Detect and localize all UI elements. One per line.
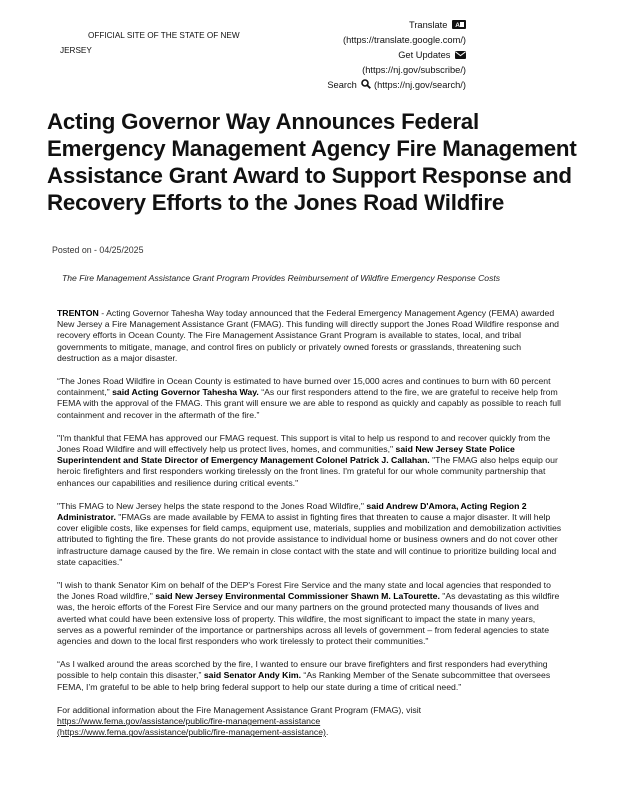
get-updates-label: Get Updates: [398, 50, 451, 60]
official-site-label: [60, 28, 250, 58]
paragraph-4: "This FMAG to New Jersey helps the state respond to the Jones Road Wildfire," said Andrew D'Amora, Acting Region 2 Administrator. "FMAGs are made available by FEMA to assist in fighting fires that threaten to cause a major disaster. It will help cover eligible costs, like expenses for field camps, equipment use, materials, supplies and mobilization and demobilization activities attributed to fighting the fire. These grants do not provide assistance to individual home or business owners and do not cover other infrastructure damage caused by the fire. We remain in close contact with the state and will continue to prioritize building local and state capacities.": [57, 500, 562, 567]
utility-nav: [327, 18, 466, 93]
paragraph-7: For additional information about the Fire Management Assistance Grant Program (FMAG), visit https://www.fema.gov/assistance/public/fire-management-assistance (https://www.fema.gov/assistance/public/fire-management-assistance).: [57, 704, 422, 738]
search-url[interactable]: (https://nj.gov/search/): [374, 80, 466, 90]
translate-link[interactable]: [327, 18, 466, 33]
dateline: TRENTON: [57, 308, 99, 318]
translate-icon: [452, 20, 466, 29]
translate-label: Translate: [408, 20, 448, 30]
search-link[interactable]: [327, 78, 466, 93]
paragraph-5: "I wish to thank Senator Kim on behalf of the DEP's Forest Fire Service and the many state and local agencies that responded to the Jones Road wildfire," said New Jersey Environmental Commissioner Shawn M. LaTourette. "As devastating as this wildfire was, the heroic efforts of the Forest Fire Service and our many partners on the ground protected many thousands of lives and averted what could have been extensive loss of property. This wildfire, the most significant to impact the state in many years, serves as a powerful reminder of the importance or partnerships across all levels of government – from federal agencies to state agencies and down to the local first responders who work tirelessly to protect their communities.": [57, 580, 560, 647]
official-site-line-2: JERSEY: [60, 46, 92, 55]
fema-link[interactable]: https://www.fema.gov/assistance/public/fire-management-assistance: [57, 716, 321, 727]
get-updates-link[interactable]: [327, 48, 466, 63]
article-subtitle: The Fire Management Assistance Grant Program Provides Reimbursement of Wildfire Emergency Response Costs: [62, 273, 501, 283]
page-title: Acting Governor Way Announces Federal Emergency Management Agency Fire Management Assistance Grant Award to Support Response and Recovery Efforts to the Jones Road Wildfire: [47, 109, 577, 215]
translate-url[interactable]: (https://translate.google.com/): [343, 35, 466, 45]
get-updates-url[interactable]: (https://nj.gov/subscribe/): [362, 65, 466, 75]
posted-date: Posted on - 04/25/2025: [52, 245, 144, 255]
search-label: Search: [327, 80, 357, 90]
official-site-line-1: OFFICIAL SITE OF THE STATE OF NEW: [88, 31, 240, 40]
paragraph-3: "I'm thankful that FEMA has approved our FMAG request. This support is vital to help us respond to and recover quickly from the Jones Road Wildfire and will effectively help us protect lives, homes, and communities," said New Jersey State Police Superintendent and State Director of Emergency Management Colonel Patrick J. Callahan. "The FMAG also helps equip our heroic firefighters and first responders working tirelessly on the front lines. I'm grateful for our whole community partnership that enhances our capabilities and resilience during critical events.": [57, 432, 558, 488]
envelope-icon: [455, 51, 466, 59]
paragraph-2: “The Jones Road Wildfire in Ocean County is estimated to have burned over 15,000 acres and continues to burn with 60 percent containment,” said Acting Governor Tahesha Way. “As our first responders attend to the fire, we are grateful to receive help from FEMA with the approval of the FMAG. This grant will ensure we are able to respond as quickly and capably as possible to reach full containment and recover in the aftermath of the fire.”: [57, 376, 561, 420]
paragraph-1: TRENTON - Acting Governor Tahesha Way today announced that the Federal Emergency Management Agency (FEMA) awarded New Jersey a Fire Management Assistance Grant (FMAG). This funding will directly support the Jones Road Wildfire response and recovery efforts in Ocean County. The Fire Management Assistance Grant Program is available to states, local, and tribal governments to mitigate, manage, and control fires on publicly or privately owned forests or grasslands, threatening such destruction as a major disaster.: [57, 308, 559, 363]
article-body: [57, 308, 562, 751]
fema-link-url[interactable]: (https://www.fema.gov/assistance/public/fire-management-assistance): [57, 727, 326, 738]
search-icon: [361, 79, 371, 89]
paragraph-6: “As I walked around the areas scorched by the fire, I wanted to ensure our brave firefighters and first responders had everything possible to help contain this disaster,” said Senator Andy Kim. “As Ranking Member of the Senate subcommittee that oversees FEMA, I’m grateful to be able to help bring federal support to help our state during a time of critical need.”: [57, 659, 551, 692]
svg-text:A: A: [455, 22, 460, 29]
